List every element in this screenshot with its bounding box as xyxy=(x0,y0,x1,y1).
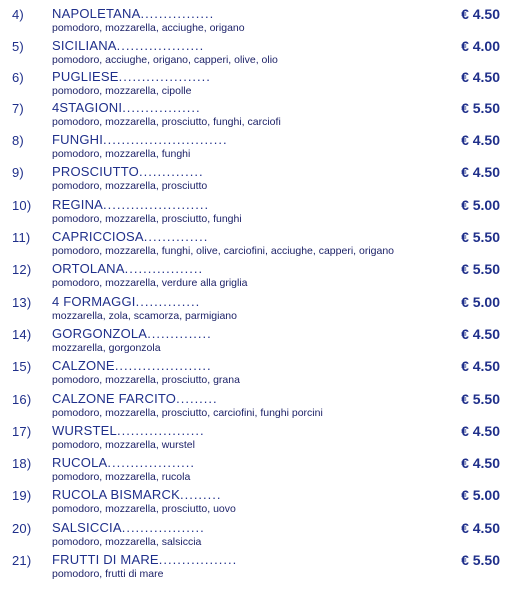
menu-item xyxy=(0,98,516,130)
item-number: 16) xyxy=(12,392,32,407)
menu-item xyxy=(0,518,516,550)
leader-dots: ......... xyxy=(176,391,218,406)
leader-dots: .............. xyxy=(143,229,209,244)
item-ingredients: mozzarella, zola, scamorza, parmigiano xyxy=(52,310,237,322)
menu-item xyxy=(0,389,516,421)
item-ingredients: pomodoro, mozzarella, prosciutto xyxy=(52,180,208,192)
item-ingredients: pomodoro, mozzarella, prosciutto, funghi xyxy=(52,213,242,225)
item-name-row xyxy=(52,38,442,53)
item-name-row xyxy=(52,358,442,373)
item-name: FRUTTI DI MARE xyxy=(52,552,159,567)
item-price: € 4.00 xyxy=(461,38,500,54)
item-name: PROSCIUTTO xyxy=(52,164,139,179)
item-name: NAPOLETANA xyxy=(52,6,141,21)
item-name-row xyxy=(52,6,442,21)
menu-item xyxy=(0,485,516,517)
menu-item xyxy=(0,195,516,227)
item-name: SICILIANA xyxy=(52,38,117,53)
item-price: € 4.50 xyxy=(461,164,500,180)
menu-item xyxy=(0,36,516,68)
leader-dots: .................. xyxy=(121,520,205,535)
item-name: REGINA xyxy=(52,197,104,212)
item-name-row xyxy=(52,294,442,309)
item-ingredients: pomodoro, mozzarella, acciughe, origano xyxy=(52,22,245,34)
menu-item xyxy=(0,259,516,291)
item-name-row xyxy=(52,132,442,147)
item-name-row xyxy=(52,261,442,276)
menu-item xyxy=(0,356,516,388)
menu-item xyxy=(0,227,516,259)
item-price: € 4.50 xyxy=(461,6,500,22)
menu-item xyxy=(0,550,516,582)
item-number: 8) xyxy=(12,133,24,148)
menu-item xyxy=(0,292,516,324)
item-name-row xyxy=(52,520,442,535)
item-name: 4 FORMAGGI xyxy=(52,294,136,309)
item-ingredients: pomodoro, mozzarella, funghi, olive, carciofini, acciughe, capperi, origano xyxy=(52,245,395,257)
item-name-row xyxy=(52,69,442,84)
item-name: FUNGHI xyxy=(52,132,104,147)
leader-dots: ....................... xyxy=(103,197,210,212)
item-name-row xyxy=(52,391,442,406)
item-ingredients: pomodoro, acciughe, origano, capperi, olive, olio xyxy=(52,54,278,66)
item-price: € 4.50 xyxy=(461,358,500,374)
item-ingredients: pomodoro, mozzarella, prosciutto, grana xyxy=(52,374,240,386)
item-ingredients: pomodoro, mozzarella, funghi xyxy=(52,148,191,160)
item-price: € 5.50 xyxy=(461,261,500,277)
item-number: 9) xyxy=(12,165,24,180)
menu-item xyxy=(0,130,516,162)
item-name: GORGONZOLA xyxy=(52,326,148,341)
item-number: 11) xyxy=(12,230,31,245)
item-number: 4) xyxy=(12,7,24,22)
item-number: 20) xyxy=(12,521,32,536)
leader-dots: .............. xyxy=(139,164,204,179)
menu-item xyxy=(0,453,516,485)
item-name: CALZONE FARCITO xyxy=(52,391,177,406)
item-price: € 5.00 xyxy=(461,487,500,503)
item-name-row xyxy=(52,197,442,212)
menu-item xyxy=(0,421,516,453)
item-name: RUCOLA xyxy=(52,455,108,470)
item-ingredients: pomodoro, mozzarella, cipolle xyxy=(52,85,192,97)
item-ingredients: pomodoro, mozzarella, rucola xyxy=(52,471,191,483)
leader-dots: ................. xyxy=(122,100,201,115)
item-price: € 5.50 xyxy=(461,552,500,568)
item-name-row xyxy=(52,487,442,502)
item-name: ORTOLANA xyxy=(52,261,125,276)
item-number: 21) xyxy=(12,553,32,568)
leader-dots: ................... xyxy=(116,423,205,438)
item-name: RUCOLA BISMARCK xyxy=(52,487,180,502)
item-name-row xyxy=(52,100,442,115)
item-price: € 5.50 xyxy=(461,229,500,245)
item-number: 17) xyxy=(12,424,32,439)
menu-item xyxy=(0,162,516,194)
leader-dots: ................. xyxy=(158,552,238,567)
item-name-row xyxy=(52,164,442,179)
leader-dots: .............. xyxy=(147,326,212,341)
item-number: 18) xyxy=(12,456,32,471)
item-price: € 4.50 xyxy=(461,326,500,342)
leader-dots: ..................... xyxy=(114,358,212,373)
item-price: € 4.50 xyxy=(461,132,500,148)
item-name: 4STAGIONI xyxy=(52,100,123,115)
item-name: WURSTEL xyxy=(52,423,117,438)
item-price: € 4.50 xyxy=(461,455,500,471)
leader-dots: ................... xyxy=(116,38,205,53)
item-ingredients: pomodoro, mozzarella, salsiccia xyxy=(52,536,202,548)
item-number: 19) xyxy=(12,488,32,503)
item-name-row xyxy=(52,326,442,341)
leader-dots: ................ xyxy=(140,6,215,21)
item-number: 12) xyxy=(12,262,32,277)
item-number: 13) xyxy=(12,295,32,310)
item-price: € 5.50 xyxy=(461,100,500,116)
leader-dots: ................. xyxy=(124,261,204,276)
item-number: 15) xyxy=(12,359,32,374)
item-price: € 5.00 xyxy=(461,294,500,310)
leader-dots: ........................... xyxy=(103,132,228,147)
item-name-row xyxy=(52,552,442,567)
item-number: 7) xyxy=(12,101,24,116)
item-ingredients: pomodoro, mozzarella, verdure alla griglia xyxy=(52,277,248,289)
leader-dots: ................... xyxy=(107,455,196,470)
item-number: 6) xyxy=(12,70,24,85)
menu-item xyxy=(0,324,516,356)
item-ingredients: pomodoro, mozzarella, prosciutto, funghi, carciofi xyxy=(52,116,281,128)
leader-dots: .............. xyxy=(135,294,201,309)
item-ingredients: pomodoro, mozzarella, prosciutto, uovo xyxy=(52,503,236,515)
item-number: 5) xyxy=(12,39,24,54)
leader-dots: ......... xyxy=(179,487,222,502)
item-price: € 4.50 xyxy=(461,520,500,536)
item-price: € 4.50 xyxy=(461,69,500,85)
item-name: PUGLIESE xyxy=(52,69,119,84)
leader-dots: .................... xyxy=(118,69,211,84)
item-price: € 5.00 xyxy=(461,197,500,213)
item-name-row xyxy=(52,229,442,244)
item-name-row xyxy=(52,423,442,438)
item-price: € 5.50 xyxy=(461,391,500,407)
item-ingredients: pomodoro, mozzarella, wurstel xyxy=(52,439,195,451)
item-name: SALSICCIA xyxy=(52,520,122,535)
item-number: 14) xyxy=(12,327,32,342)
item-price: € 4.50 xyxy=(461,423,500,439)
item-name-row xyxy=(52,455,442,470)
item-ingredients: pomodoro, mozzarella, prosciutto, carciofini, funghi porcini xyxy=(52,407,323,419)
item-ingredients: pomodoro, frutti di mare xyxy=(52,568,164,580)
menu-item xyxy=(0,4,516,36)
menu-item xyxy=(0,67,516,99)
item-name: CALZONE xyxy=(52,358,115,373)
item-ingredients: mozzarella, gorgonzola xyxy=(52,342,161,354)
item-name: CAPRICCIOSA xyxy=(52,229,144,244)
item-number: 10) xyxy=(12,198,32,213)
